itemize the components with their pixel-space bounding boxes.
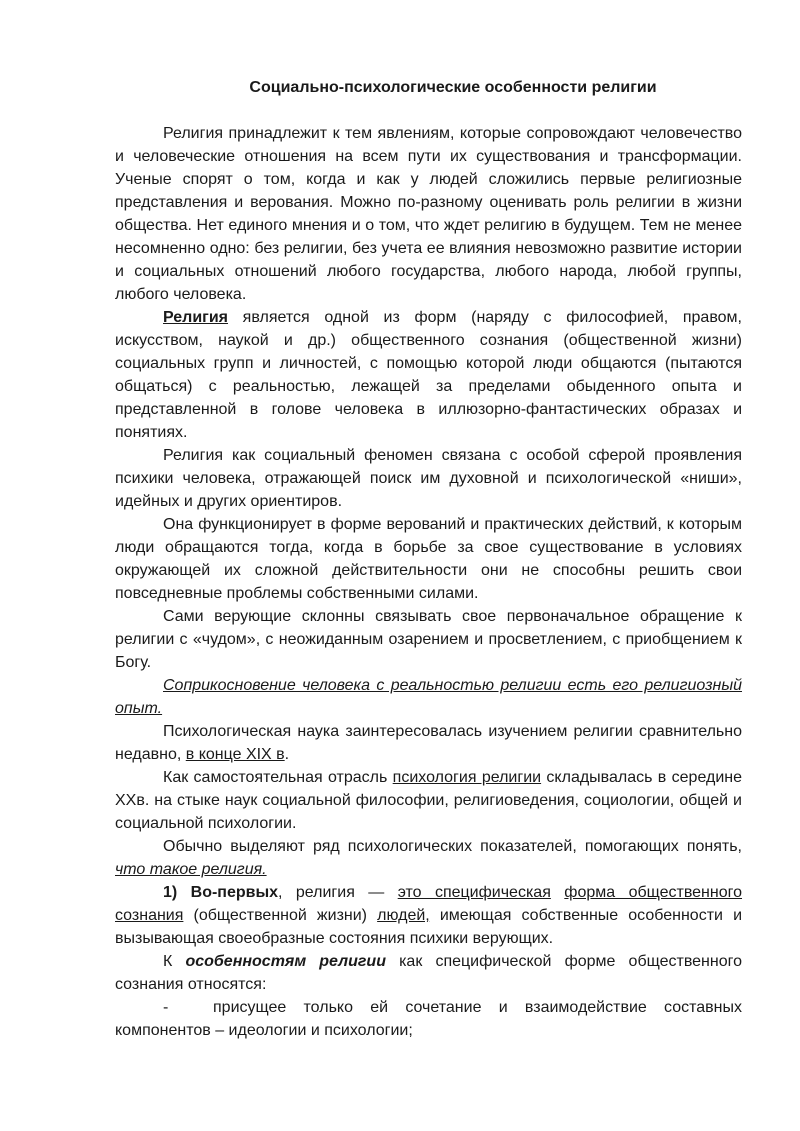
document-title: Социально-психологические особенности религии [249, 79, 657, 96]
list-item [115, 996, 742, 1042]
paragraph-1: Религия принадлежит к тем явлениям, которые сопровождают человечество и человеческие отношения на всем пути их существования и трансформации. Ученые спорят о том, когда и как у людей сложились первые религиозные представления и верования. Можно по-разному оценивать роль религии в жизни общества. Нет единого мнения и о том, что ждет религию в будущем. Тем не менее несомненно одно: без религии, без учета ее влияния невозможно развитие истории и социальных отношений любого государства, любого народа, любой группы, любого человека. [115, 125, 742, 303]
paragraph-8-text: Как самостоятельная отрасль [163, 769, 393, 786]
list-dash: - [163, 999, 169, 1016]
paragraph-8-underlined: психология религии [392, 769, 542, 786]
paragraph-4: Она функционирует в форме верований и практических действий, к которым люди обращаются тогда, когда в борьбе за свое существование в условиях окружающей их сложной действительности они не способны решить свои повседневные проблемы собственными силами. [115, 516, 742, 602]
paragraph-10-text-2: (общественной жизни) [183, 907, 378, 924]
paragraph-5: Сами верующие склонны связывать свое первоначальное обращение к религии с «чудом», с неожиданным озарением и просветлением, с приобщением к Богу. [115, 608, 742, 671]
paragraph-10-lead: 1) Во-первых [163, 884, 279, 901]
paragraph-11-emphasis: особенностям религии [185, 953, 386, 970]
paragraph-11 [115, 950, 742, 996]
paragraph-2 [115, 306, 742, 444]
paragraph-11-text: К [163, 953, 186, 970]
paragraph-10-underlined-3: людей, [377, 907, 430, 924]
paragraph-10-space [551, 884, 564, 901]
paragraph-10-underlined-1: это специфическая [397, 884, 551, 901]
paragraph-10-end: имеющая собственные особенности и вызывающая своеобразные состояния психики верующих. [115, 907, 743, 947]
paragraph-9-text: Обычно выделяют ряд психологических показателей, помогающих понять, [163, 838, 742, 855]
paragraph-10 [115, 881, 742, 950]
paragraph-8 [115, 766, 742, 835]
paragraph-11-end: как специфической форме общественного сознания относятся: [115, 953, 742, 993]
paragraph-9 [115, 835, 742, 881]
list-item-text: присущее только ей сочетание и взаимодействие составных компонентов – идеологии и психологии; [115, 999, 742, 1039]
paragraph-7-text: Психологическая наука заинтересовалась изучением религии сравнительно недавно, [115, 723, 742, 763]
paragraph-7-underlined: в конце XIX в [185, 746, 285, 763]
paragraph-6-religious-experience: Соприкосновение человека с реальностью религии есть его религиозный опыт. [115, 677, 742, 717]
paragraph-2-text: является одной из форм (наряду с философией, правом, искусством, наукой и др.) общественного сознания (общественной жизни) социальных групп и личностей, с помощью которой люди общаются (пытаются общаться) с реальностью, лежащей за пределами обыденного опыта и представленной в голове человека в иллюзорно-фантастических образах и понятиях. [115, 309, 742, 441]
paragraph-10-underlined-2: форма общественного сознания [115, 884, 743, 924]
paragraph-8-end: складывалась в середине XXв. на стыке наук социальной философии, религиоведения, социологии, общей и социальной психологии. [115, 769, 742, 832]
paragraph-9-underlined: что такое религия. [115, 861, 267, 878]
term-religion: Религия [163, 309, 229, 326]
paragraph-10-text: , религия — [278, 884, 398, 901]
paragraph-3: Религия как социальный феномен связана с особой сферой проявления психики человека, отражающей поиск им духовной и психологической «ниши», идейных и других ориентиров. [115, 447, 742, 510]
document-body [115, 122, 742, 1042]
paragraph-7-end: . [284, 746, 290, 763]
paragraph-7 [115, 720, 742, 766]
